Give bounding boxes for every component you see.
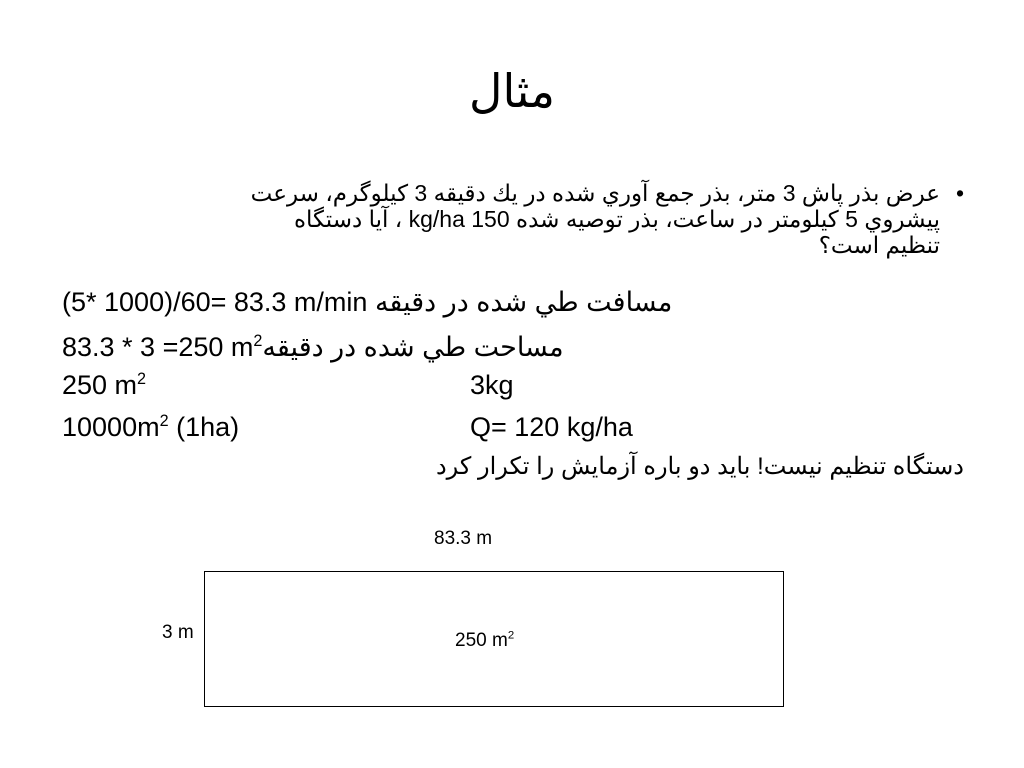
strip-area-label [455,630,514,652]
distance-calculation: (5* 1000)/60= 83.3 m/min مسافت طي شده در دقيقه [62,287,673,317]
bullet-icon: • [955,180,964,206]
strip-width-label: 3 m [162,622,194,643]
conclusion-text: دستگاه تنظيم نيست! بايد دو باره آزمايش را تكرار كرد [435,453,964,480]
problem-statement [80,180,964,258]
area-calculation [62,332,564,363]
strip-area-value: 250 m [455,630,508,651]
hectare-area-unit: (1ha) [168,412,240,442]
slide-title: مثال [469,64,555,118]
hectare-area-value: 10000m [62,412,160,442]
area-calculation-exponent: 2 [253,332,263,350]
hectare-area-exponent: 2 [159,412,169,430]
area-calculation-text: مساحت طي شده در دقيقه [262,332,564,362]
strip-length-label: 83.3 m [434,528,493,549]
proportion-area-exponent: 2 [137,370,147,388]
problem-line-3: تنظيم است؟ [818,232,940,258]
rate-result: Q= 120 kg/ha [470,412,633,442]
proportion-area-value: 250 m [62,370,138,400]
problem-line-2: پيشروي 5 كيلومتر در ساعت، بذر توصيه شده 150 kg/ha ، آيا دستگاه [294,206,940,232]
strip-area-exponent: 2 [507,629,515,642]
hectare-area [62,412,239,443]
proportion-area [62,370,146,401]
area-calculation-value: 83.3 * 3 =250 m [62,332,254,362]
problem-line-1: عرض بذر پاش 3 متر، بذر جمع آوري شده در يك دقيقه 3 كيلوگرم، سرعت [250,180,940,206]
proportion-mass: 3kg [470,370,514,400]
